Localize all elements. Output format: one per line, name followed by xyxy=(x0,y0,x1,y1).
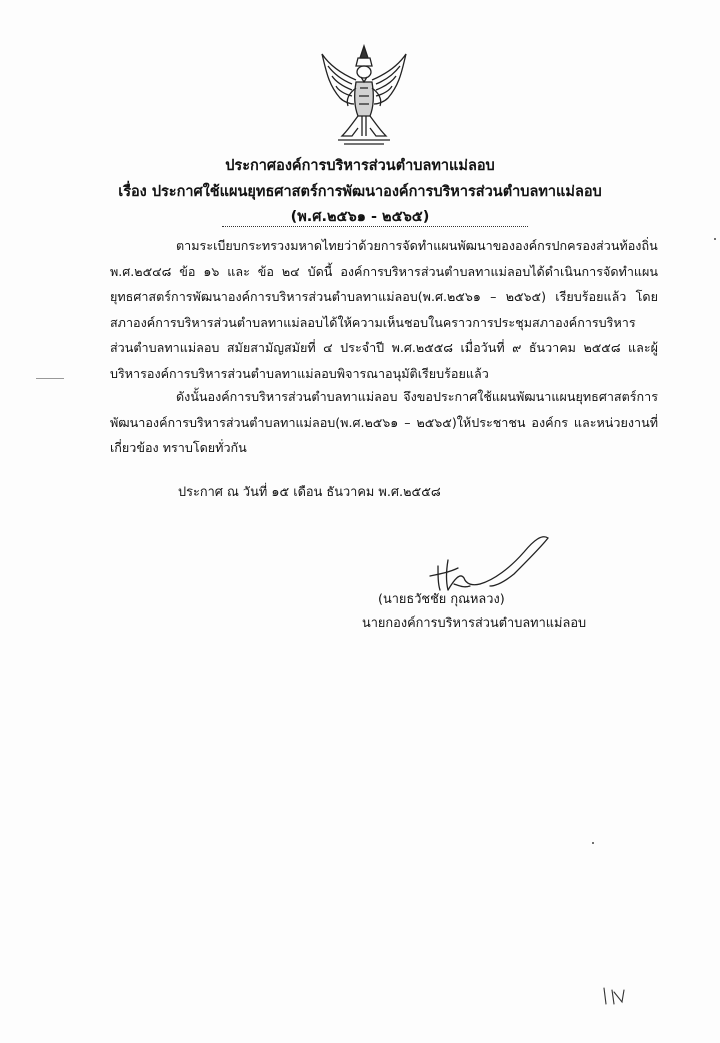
margin-mark xyxy=(36,378,64,379)
document-period: (พ.ศ.๒๕๖๑ - ๒๕๖๕) xyxy=(290,209,430,225)
scan-speck xyxy=(714,238,716,240)
body-paragraph-2: ดังนั้นองค์การบริหารส่วนตำบลทาแม่ลอบ จึงขอประกาศใช้แผนพัฒนาแผนยุทธศาสตร์การพัฒนาองค์การบริหารส่วนตำบลทาแม่ลอบ(พ.ศ.๒๕๖๑ – ๒๕๖๕)ให้ประชาชน องค์กร และหน่วยงานที่เกี่ยวข้อง ทราบโดยทั่วกัน xyxy=(110,389,658,456)
garuda-emblem-icon xyxy=(318,44,410,148)
signer-name: (นายธวัชชัย กุณหลวง) xyxy=(378,592,505,607)
scan-speck xyxy=(592,842,594,844)
document-title: ประกาศองค์การบริหารส่วนตำบลทาแม่ลอบ xyxy=(225,158,495,174)
announcement-date: ประกาศ ณ วันที่ ๑๕ เดือน ธันวาคม พ.ศ.๒๕๕๘ xyxy=(178,485,441,500)
title-divider xyxy=(222,226,528,227)
signer-position: นายกองค์การบริหารส่วนตำบลทาแม่ลอบ xyxy=(362,616,587,631)
document-subject: เรื่อง ประกาศใช้แผนยุทธศาสตร์การพัฒนาองค์การบริหารส่วนตำบลทาแม่ลอบ xyxy=(118,184,602,200)
body-paragraph-1: ตามระเบียบกระทรวงมหาดไทยว่าด้วยการจัดทำแผนพัฒนาขององค์กรปกครองส่วนท้องถิ่น พ.ศ.๒๕๔๘ ข้อ ๑๖ และ ข้อ ๒๔ บัดนี้ องค์การบริหารส่วนตำบลทาแม่ลอบได้ดำเนินการจัดทำแผนยุทธศาสตร์การพัฒนาองค์การบริหารส่วนตำบลทาแม่ลอบ(พ.ศ.๒๕๖๑ – ๒๕๖๕) เรียบร้อยแล้ว โดยสภาองค์การบริหารส่วนตำบลทาแม่ลอบได้ให้ความเห็นชอบในคราวการประชุมสภาองค์การบริหารส่วนตำบลทาแม่ลอบ สมัยสามัญสมัยที่ ๔ ประจำปี พ.ศ.๒๕๕๘ เมื่อวันที่ ๙ ธันวาคม ๒๕๕๘ และผู้บริหารองค์การบริหารส่วนตำบลทาแม่ลอบพิจารณาอนุมัติเรียบร้อยแล้ว xyxy=(110,238,658,381)
handwritten-page-mark-icon xyxy=(600,984,630,1008)
